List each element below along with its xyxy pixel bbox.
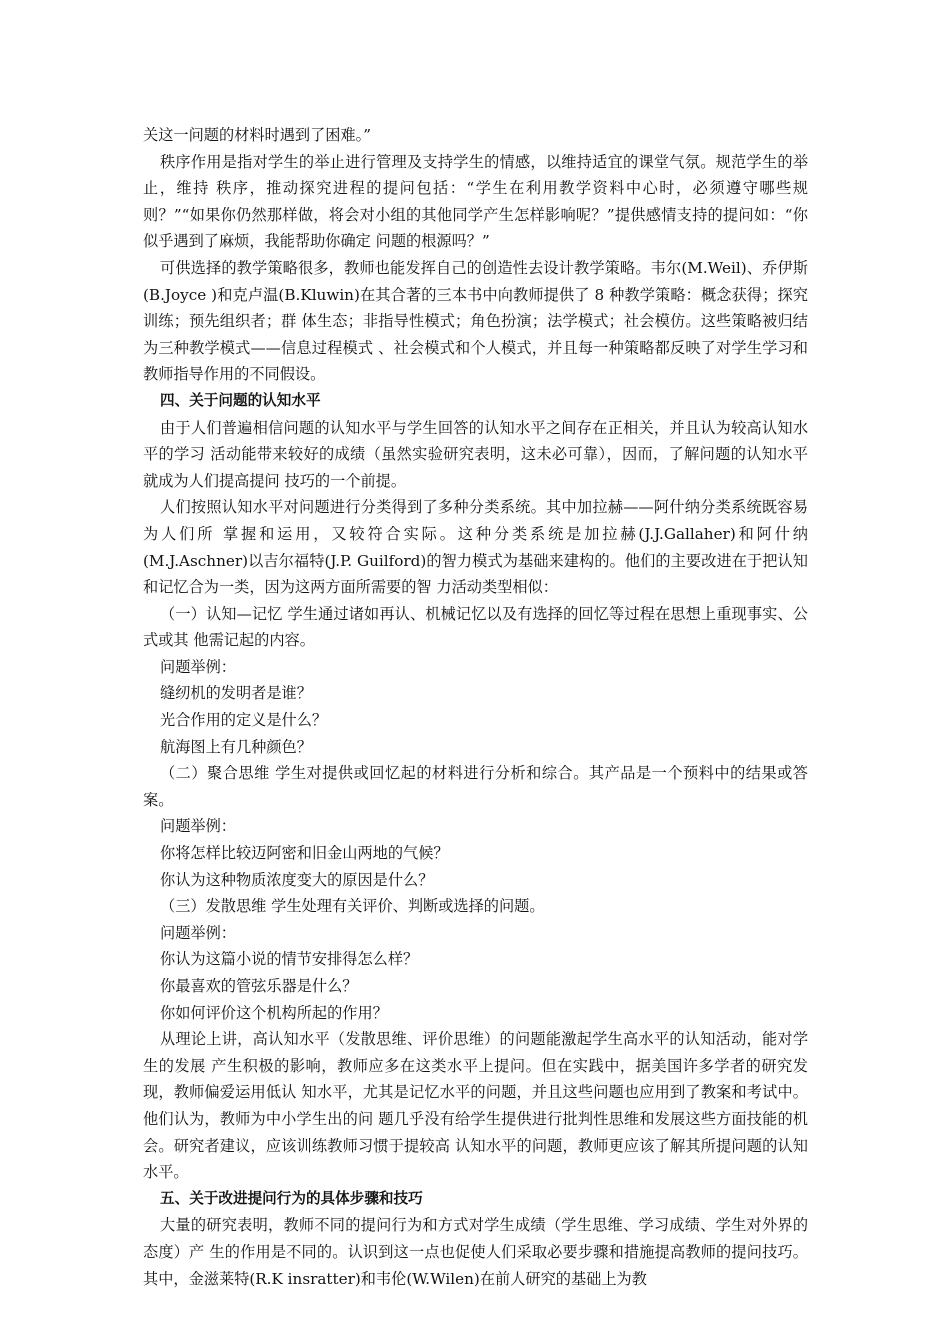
body-paragraph: 从理论上讲，高认知水平（发散思维、评价思维）的问题能激起学生高水平的认知活动，能对学生的发展 产生积极的影响，教师应多在这类水平上提问。但在实践中，据美国许多学者的研究发现，教师偏爱运用低认 知水平，尤其是记忆水平的问题，并且这些问题也应用到了教案和考试中。他们认为，教师为中小学生出的问 题几乎没有给学生提供进行批判性思维和发展这些方面技能的机会。研究者建议，应该训练教师习惯于提较高 认知水平的问题，教师更应该了解其所提问题的认知水平。 [143, 1030, 808, 1182]
body-paragraph: 你认为这篇小说的情节安排得怎么样？ [160, 950, 419, 969]
body-paragraph: 人们按照认知水平对问题进行分类得到了多种分类系统。其中加拉赫——阿什纳分类系统既容易为人们所 掌握和运用，又较符合实际。这种分类系统是加拉赫(J.J.Gallaher)和阿什纳(M.J.Aschner)以吉尔福特(J.P. Guilford)的智力模式为基础来建构的。他们的主要改进在于把认知和记忆合为一类，因为这两方面所需要的智 力活动类型相似： [143, 498, 808, 597]
body-paragraph: 光合作用的定义是什么？ [160, 711, 328, 730]
body-paragraph: 秩序作用是指对学生的举止进行管理及支持学生的情感，以维持适宜的课堂气氛。规范学生的举止，维持 秩序，推动探究进程的提问包括：“学生在利用教学资料中心时，必须遵守哪些规则？”“如果你仍然那样做，将会对小组的其他同学产生怎样影响呢？”提供感情支持的提问如：“你似乎遇到了麻烦，我能帮助你确定 问题的根源吗？” [143, 152, 808, 251]
body-paragraph: （一）认知—记忆 学生通过诸如再认、机械记忆以及有选择的回忆等过程在思想上重现事实、公式或其 他需记起的内容。 [143, 604, 808, 650]
body-paragraph: 问题举例： [160, 817, 236, 836]
body-paragraph: 大量的研究表明，教师不同的提问行为和方式对学生成绩（学生思维、学习成绩、学生对外界的态度）产 生的作用是不同的。认识到这一点也促使人们采取必要步骤和措施提高教师的提问技巧。其中，金滋莱特(R.K insratter)和韦伦(W.Wilen)在前人研究的基础上为教 [143, 1216, 808, 1288]
body-paragraph: （三）发散思维 学生处理有关评价、判断或选择的问题。 [160, 897, 545, 916]
body-paragraph: 由于人们普遍相信问题的认知水平与学生回答的认知水平之间存在正相关，并且认为较高认知水平的学习 活动能带来较好的成绩（虽然实验研究表明，这未必可靠），因而，了解问题的认知水平就成为人们提高提问 技巧的一个前提。 [143, 418, 808, 490]
body-paragraph: 关这一问题的材料时遇到了困难。” [143, 126, 371, 144]
body-paragraph: 可供选择的教学策略很多，教师也能发挥自己的创造性去设计教学策略。韦尔(M.Weil)、乔伊斯(B.Joyce )和克卢温(B.Kluwin)在其合著的三本书中向教师提供了 8 种教学策略：概念获得；探究训练；预先组织者；群 体生态；非指导性模式；角色扮演；法学模式；社会模仿。这些策略被归结为三种教学模式——信息过程模式 、社会模式和个人模式，并且每一种策略都反映了对学生学习和教师指导作用的不同假设。 [143, 258, 808, 384]
body-paragraph: 缝纫机的发明者是谁？ [160, 684, 312, 703]
section-heading: 四、关于问题的认知水平 [160, 391, 321, 409]
body-paragraph: （二）聚合思维 学生对提供或回忆起的材料进行分析和综合。其产品是一个预料中的结果或答案。 [143, 764, 808, 809]
body-paragraph: 问题举例： [160, 657, 236, 676]
body-paragraph: 航海图上有几种颜色？ [160, 737, 312, 756]
body-paragraph: 你认为这种物质浓度变大的原因是什么？ [160, 870, 434, 889]
document-body [143, 122, 808, 1292]
body-paragraph: 你将怎样比较迈阿密和旧金山两地的气候？ [160, 844, 449, 863]
body-paragraph: 你最喜欢的管弦乐器是什么？ [160, 977, 358, 995]
section-heading: 五、关于改进提问行为的具体步骤和技巧 [160, 1189, 423, 1207]
body-paragraph: 你如何评价这个机构所起的作用？ [160, 1003, 388, 1022]
body-paragraph: 问题举例： [160, 923, 236, 942]
